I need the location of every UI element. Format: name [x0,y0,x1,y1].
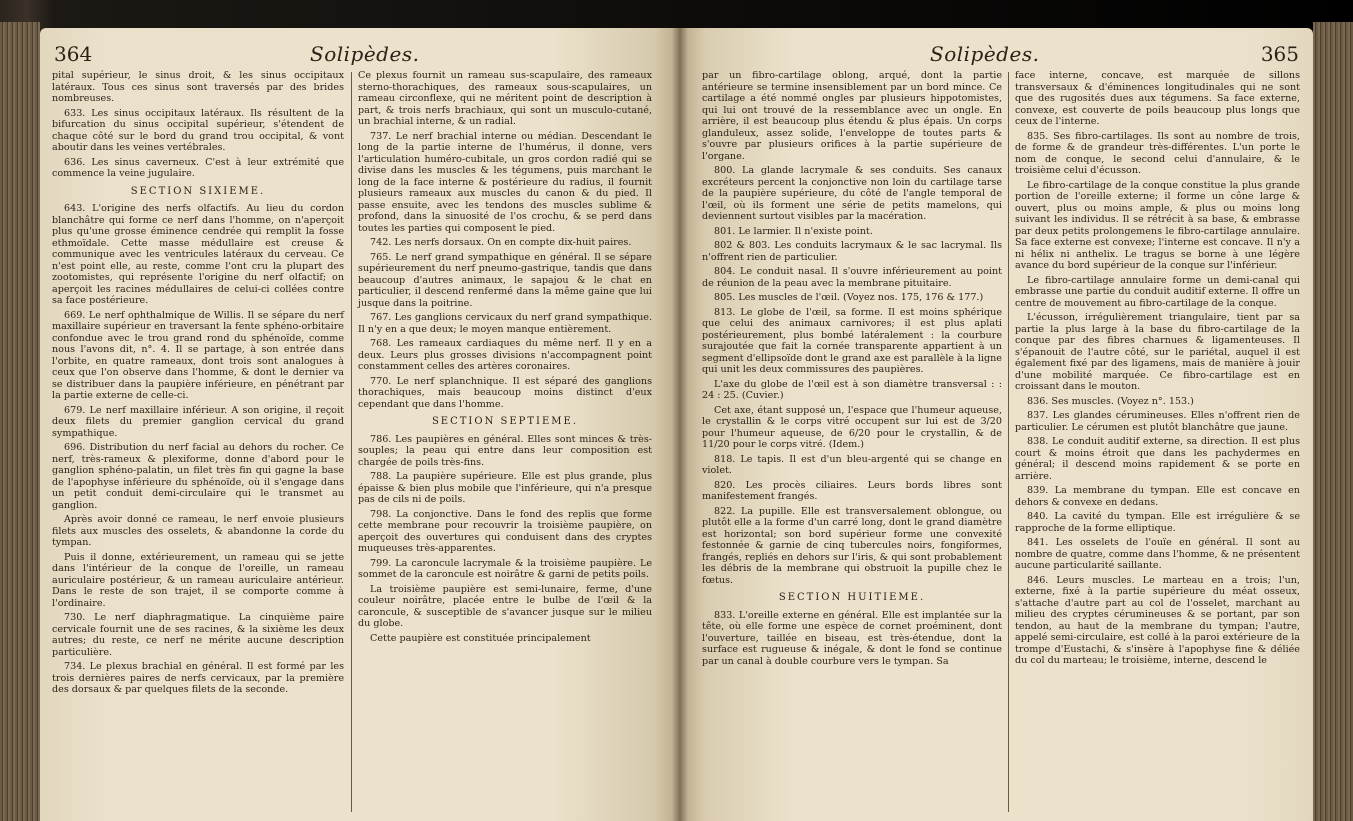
section-heading: SECTION SEPTIEME. [431,416,579,427]
paragraph: Cet axe, étant supposé un, l'espace que l'humeur aqueuse, le crystallin & le corps vitré occupent sur lui est de 3/20 pour l'humeur aqueuse, de 6/20 pour le crystallin, & de 11/20 pour le corps vitré. (Idem.) [702,404,1002,450]
paragraph: 696. Distribution du nerf facial au dehors du rocher. Ce nerf, très-rameux & plexiforme, donne d'abord pour le ganglion sphéno-palatin, un filet très fin qui gagne la base de l'apophyse inférieure du sphénoïde, où il s'engage dans un petit conduit demi-circulaire qui le transmet au ganglion. [52,442,344,511]
paragraph: 835. Ses fibro-cartilages. Ils sont au nombre de trois, de forme & de grandeur très-différentes. L'un porte le nom de conque, le second celui d'annulaire, & le troisième celui d'écusson. [1015,130,1300,176]
paragraph: pital supérieur, le sinus droit, & les sinus occipitaux latéraux. Tous ces sinus sont traversés par des brides nombreuses. [52,70,344,104]
paragraph: 679. Le nerf maxillaire inférieur. A son origine, il reçoit deux filets du premier ganglion cervical du grand sympathique. [52,404,344,439]
paragraph: 737. Le nerf brachial interne ou médian. Descendant le long de la partie interne de l'humérus, il donne, vers l'articulation huméro-cubitale, un gros cordon radié qui se divise dans les muscles & les tégumens, puis marchant le long de la face interne & postérieure du radius, il fournit plusieurs rameaux aux muscles du canon & du pied. Il passe ensuite, avec les tendons des muscles sublime & profond, dans la sinuosité de l'os crochu, & se perd dans toutes les parties qui composent le pied. [358,130,652,234]
paragraph: 836. Ses muscles. (Voyez n°. 153.) [1027,395,1194,407]
paragraph: 833. L'oreille externe en général. Elle est implantée sur la tête, où elle forme une espèce de cornet proéminent, dont l'ouverture, taillée en biseau, est très-étendue, dont la surface est rugueuse & inégale, & dont le fond se continue par un canal à double courbure vers le tympan. Sa [702,609,1002,667]
paragraph: 734. Le plexus brachial en général. Il est formé par les trois dernières paires de nerfs cervicaux, par la première des dorsaux & par quelques filets de la seconde. [52,661,344,695]
paragraph: face interne, concave, est marquée de sillons transversaux & d'éminences longitudinales qui ne sont que des rugosités dues aux tégumens. Sa face externe, convexe, est couverte de poils beaucoup plus longs que ceux de l'interne. [1015,70,1300,127]
paragraph: 805. Les muscles de l'œil. (Voyez nos. 175, 176 & 177.) [714,292,984,303]
paragraph: 767. Les ganglions cervicaux du nerf grand sympathique. Il n'y en a que deux; le moyen manque entièrement. [358,312,652,335]
paragraph: 837. Les glandes cérumineuses. Elles n'offrent rien de particulier. Le cérumen est plutôt blanchâtre que jaune. [1015,410,1300,433]
book-gutter [672,28,688,821]
paragraph: 822. La pupille. Elle est transversalement oblongue, ou plutôt elle a la forme d'un carré long, dont le grand diamètre est horizontal; son bord supérieur forme une convexité festonnée & garnie de cinq tubercules noirs, fongiformes, frangés, repliés en dehors sur l'iris, & qui sont probablement les débris de la membrane qui obstruoit la pupille chez le fœtus. [702,505,1002,586]
paragraph: 730. Le nerf diaphragmatique. La cinquième paire cervicale fournit une de ses racines, & la sixième les deux autres; du reste, ce nerf ne mérite aucune description particulière. [52,612,344,658]
paragraph: 839. La membrane du tympan. Elle est concave en dehors & convexe en dedans. [1015,485,1300,508]
paragraph: 770. Le nerf splanchnique. Il est séparé des ganglions thorachiques, mais beaucoup moins distinct d'eux cependant que dans l'homme. [358,375,652,410]
paragraph: 788. La paupière supérieure. Elle est plus grande, plus épaisse & bien plus mobile que l'inférieure, qui n'a presque pas de cils ni de poils. [358,471,652,505]
paragraph: 643. L'origine des nerfs olfactifs. Au lieu du cordon blanchâtre qui forme ce nerf dans l'homme, on n'aperçoit plus qu'une grosse éminence cendrée qui remplit la fosse ethmoïdale. Cette masse médullaire est creuse & communique avec les ventricules latéraux du cerveau. Ce n'est point elle, au reste, comme l'ont cru la plupart des zootomistes, qui représente l'origine du nerf olfactif; on aperçoit les racines médullaires de celui-ci collées contre sa face postérieure. [52,203,344,306]
paragraph: 799. La caroncule lacrymale & la troisième paupière. Le sommet de la caroncule est noirâtre & garni de petits poils. [358,557,652,580]
paragraph: L'axe du globe de l'œil est à son diamètre transversal : : 24 : 25. (Cuvier.) [702,378,1002,401]
page-number-left: 364 [54,42,93,66]
page-edges-right [1313,22,1353,821]
paragraph: 742. Les nerfs dorsaux. On en compte dix-huit paires. [370,237,632,248]
paragraph: Ce plexus fournit un rameau sus-scapulaire, des rameaux sterno-thorachiques, des rameaux sous-scapulaires, un rameau circonflexe, qui ne méritent point de description à part, & trois nerfs brachiaux, qui sont un musculo-cutané, un brachial interne, & un radial. [358,70,652,127]
section-heading: SECTION HUITIEME. [778,592,926,603]
paragraph: L'écusson, irrégulièrement triangulaire, tient par sa partie la plus large à la base du fibro-cartilage de la conque par des fibres charnues & ligamenteuses. Il s'épanouit de l'autre côté, sur le pariétal, auquel il est également fixé par des ligamens, mais de manière à jouir d'une mobilité marquée. Ce fibro-cartilage est en croissant dans le mouton. [1015,312,1300,392]
paragraph: 636. Les sinus caverneux. C'est à leur extrémité que commence la veine jugulaire. [52,156,344,179]
paragraph: Après avoir donné ce rameau, le nerf envoie plusieurs filets aux muscles des osselets, & abandonne la corde du tympan. [52,514,344,548]
paragraph: 820. Les procès ciliaires. Leurs bords libres sont manifestement frangés. [702,479,1002,502]
paragraph: 804. Le conduit nasal. Il s'ouvre inférieurement au point de réunion de la peau avec la membrane pituitaire. [702,266,1002,289]
column-divider-left [351,72,352,812]
running-head-right: Solipèdes. [930,42,1040,66]
left-column-2 [358,70,652,647]
section-heading: SECTION SIXIEME. [130,185,266,197]
paragraph: Le fibro-cartilage de la conque constitue la plus grande portion de l'oreille externe; il forme un cône large & ouvert, plus ou moins ample, & plus ou moins long suivant les individus. Il se rétrécit à sa base, & embrasse par deux petits prolongemens le fibro-cartilage annulaire. Sa face externe est convexe; l'interne est concave. Il n'y a ni hélix ni anthelix. Le tragus se borne à une légère avance du bord supérieur de la conque sur l'inférieur. [1015,179,1300,271]
left-page [40,28,680,821]
paragraph: 818. Le tapis. Il est d'un bleu-argenté qui se change en violet. [702,453,1002,476]
left-column-1 [52,70,344,699]
paragraph: La troisième paupière est semi-lunaire, ferme, d'une couleur noirâtre, placée entre le bulbe de l'œil & la caroncule, & susceptible de s'avancer jusque sur le milieu du globe. [358,583,652,629]
paragraph: 786. Les paupières en général. Elles sont minces & très-souples; la peau qui entre dans leur composition est chargée de poils très-fins. [358,433,652,468]
page-edges-left [0,22,40,821]
paragraph: 838. Le conduit auditif externe, sa direction. Il est plus court & moins étroit que dans les pachydermes en général; il descend moins rapidement & se porte en arrière. [1015,436,1300,482]
paragraph: 765. Le nerf grand sympathique en général. Il se sépare supérieurement du nerf pneumo-gastrique, tandis que dans beaucoup d'autres animaux, le sapajou & le chat en particulier, il descend renfermé dans la même gaine que lui jusque dans la poitrine. [358,251,652,309]
right-column-1 [702,70,1002,670]
paragraph: 802 & 803. Les conduits lacrymaux & le sac lacrymal. Ils n'offrent rien de particulier. [702,240,1002,263]
paragraph: 813. Le globe de l'œil, sa forme. Il est moins sphérique que celui des animaux carnivores; il est plus aplati postérieurement, plus bombé latéralement : la courbure surajoutée que fait la cornée transparente appartient à un segment d'ellipsoïde dont le grand axe est parallèle à la ligne qui unit les deux commissures des paupières. [702,306,1002,375]
paragraph: Le fibro-cartilage annulaire forme un demi-canal qui embrasse une partie du conduit auditif externe. Il offre un centre de mouvement au fibro-cartilage de la conque. [1015,274,1300,309]
running-head-left: Solipèdes. [310,42,420,66]
paragraph: 846. Leurs muscles. Le marteau en a trois; l'un, externe, fixé à la partie supérieure du méat osseux, s'attache d'autre part au col de l'osselet, marchant au milieu des cryptes cérumineuses & se portant, par son tendon, au haut de la membrane du tympan; l'autre, appelé semi-circulaire, est collé à la paroi extérieure de la trompe d'Eustachi, & s'insère à l'apophyse fine & déliée du col du marteau; le troisième, interne, descend le [1015,574,1300,666]
paragraph: 841. Les osselets de l'ouïe en général. Il sont au nombre de quatre, comme dans l'homme, & ne présentent aucune particularité saillante. [1015,537,1300,571]
paragraph: Puis il donne, extérieurement, un rameau qui se jette dans l'intérieur de la conque de l'oreille, un rameau auriculaire postérieur, & un rameau auriculaire antérieur. Dans le reste de son trajet, il se comporte comme à l'ordinaire. [52,551,344,609]
paragraph: par un fibro-cartilage oblong, arqué, dont la partie antérieure se termine insensiblement par un bord mince. Ce cartilage a été nommé ongles par plusieurs hippotomistes, qui lui ont trouvé de la ressemblance avec un ongle. En arrière, il est beaucoup plus étendu & plus épais. Un corps glanduleux, assez solide, l'enveloppe de toutes parts & s'ouvre par plusieurs orifices à la partie supérieure de l'organe. [702,70,1002,162]
right-page [680,28,1313,821]
column-divider-right [1008,72,1009,812]
paragraph: 768. Les rameaux cardiaques du même nerf. Il y en a deux. Leurs plus grosses divisions n'accompagnent point constamment celles des artères coronaires. [358,338,652,372]
right-column-2 [1015,70,1300,670]
paragraph: 800. La glande lacrymale & ses conduits. Ses canaux excréteurs percent la conjonctive non loin du cartilage tarse de la paupière supérieure, du côté de l'angle temporal de l'œil, où ils forment une série de petits mamelons, qui deviennent surtout visibles par la macération. [702,165,1002,222]
page-number-right: 365 [1260,42,1299,66]
paragraph: Cette paupière est constituée principalement [370,632,591,644]
paragraph: 801. Le larmier. Il n'existe point. [714,225,873,237]
paragraph: 840. La cavité du tympan. Elle est irrégulière & se rapproche de la forme elliptique. [1015,511,1300,534]
paragraph: 798. La conjonctive. Dans le fond des replis que forme cette membrane pour recouvrir la troisième paupière, on aperçoit des ouvertures qui conduisent dans des cryptes muqueuses très-apparentes. [358,508,652,554]
paragraph: 669. Le nerf ophthalmique de Willis. Il se sépare du nerf maxillaire supérieur en traversant la fente sphéno-orbitaire confondue avec le trou grand rond du sphénoïde, comme nous l'avons dit, n°. 4. Il se partage, à son entrée dans l'orbite, en quatre rameaux, dont trois sont analogues à ceux que l'on observe dans l'homme, & dont le dernier va se distribuer dans la paupière inférieure, en pénétrant par la partie externe de celle-ci. [52,309,344,401]
paragraph: 633. Les sinus occipitaux latéraux. Ils résultent de la bifurcation du sinus occipital supérieur, s'étendent de chaque côté sur le bord du grand trou occipital, & vont aboutir dans les veines vertébrales. [52,107,344,153]
